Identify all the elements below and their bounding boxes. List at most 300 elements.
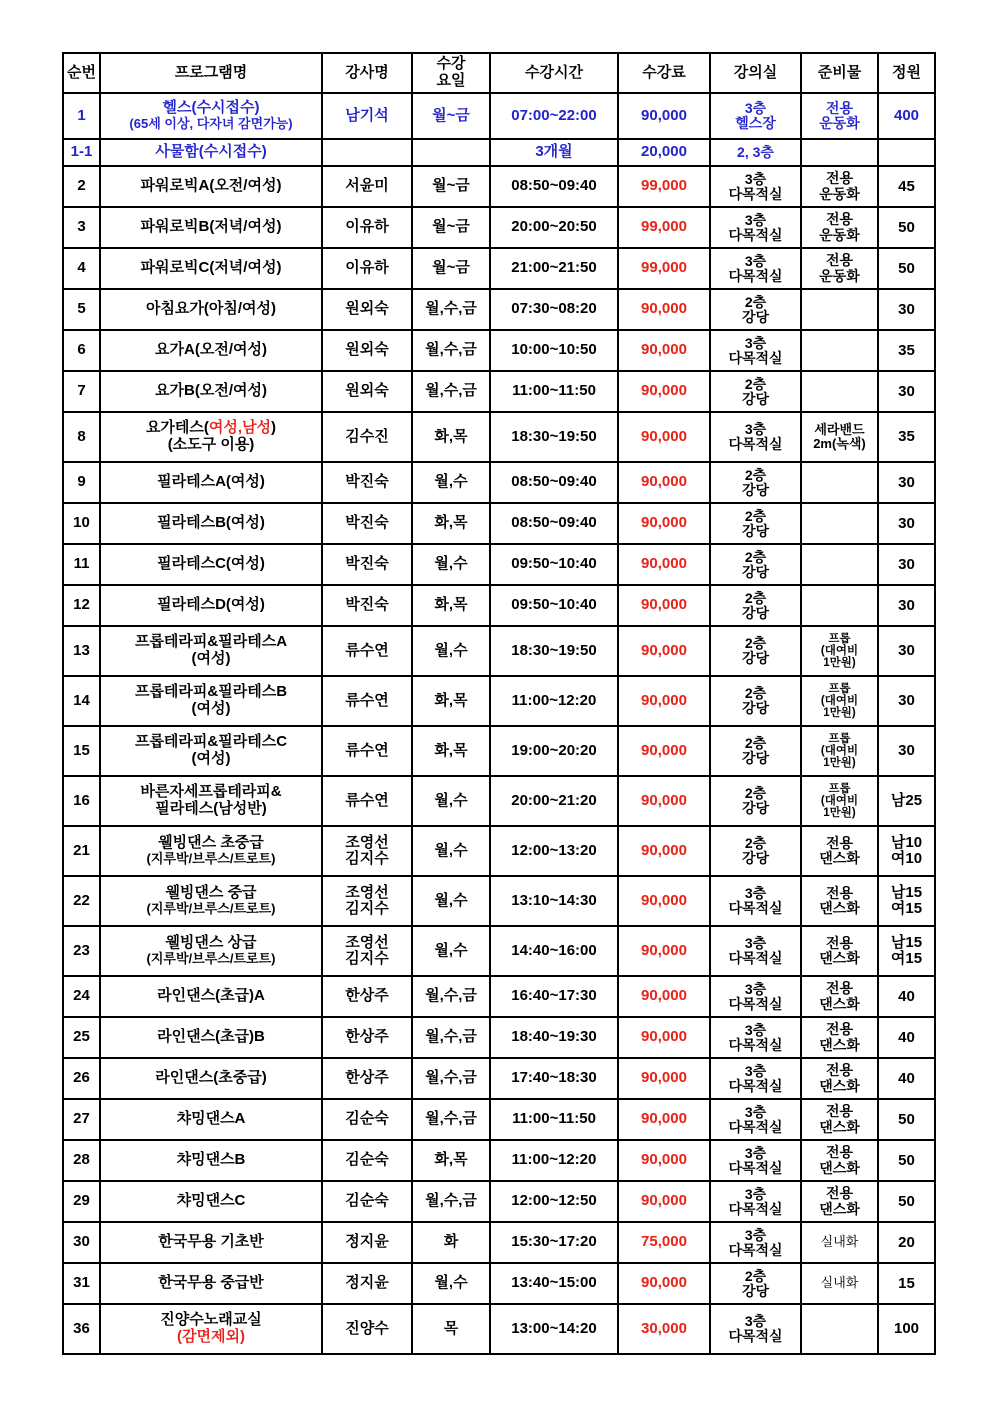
- cell-room: [710, 1263, 801, 1304]
- cell-days: [412, 503, 490, 544]
- class-fee: 90,000: [641, 1192, 687, 1210]
- cell-instructor: [322, 166, 412, 207]
- cell-program: [100, 1263, 322, 1304]
- cell-days: [412, 330, 490, 371]
- table-row: [63, 289, 935, 330]
- class-fee: 99,000: [641, 218, 687, 236]
- cell-instructor: [322, 1017, 412, 1058]
- cell-fee: [618, 585, 710, 626]
- cell-days: [412, 1140, 490, 1181]
- capacity-value: 20: [898, 1233, 915, 1251]
- cell-instructor: [322, 412, 412, 462]
- row-number: 6: [77, 341, 86, 359]
- cell-time: [490, 93, 618, 139]
- cell-supplies: [801, 676, 878, 726]
- cell-supplies: [801, 976, 878, 1017]
- col-supplies: [801, 53, 878, 93]
- capacity-value: 30: [898, 473, 915, 491]
- room-name: 다목적실: [728, 1241, 783, 1258]
- capacity-value: 30: [898, 742, 915, 760]
- cell-time: [490, 676, 618, 726]
- class-days: 화,목: [434, 514, 468, 532]
- room-name: 다목적실: [728, 267, 783, 284]
- class-days: 월,수,금: [425, 987, 477, 1005]
- instructor-name: 진양수: [345, 1319, 389, 1337]
- class-days: 목: [443, 1319, 459, 1337]
- cell-days: [412, 412, 490, 462]
- cell-no: [63, 876, 100, 926]
- program-name: 파워로빅B(저녁/여성): [140, 218, 282, 236]
- cell-time: [490, 1099, 618, 1140]
- class-days: 월~금: [432, 259, 470, 277]
- cell-days: [412, 726, 490, 776]
- cell-capacity: [878, 626, 935, 676]
- program-name: (소도구 이용): [167, 436, 255, 453]
- cell-time: [490, 544, 618, 585]
- class-days: 월,수: [434, 555, 468, 573]
- capacity-value: 30: [898, 596, 915, 614]
- supplies-item: (대여비: [820, 794, 859, 807]
- class-time: 11:00~11:50: [512, 1110, 596, 1128]
- cell-days: [412, 926, 490, 976]
- column-label: 순번: [67, 63, 96, 81]
- row-number: 14: [73, 691, 90, 709]
- row-number: 27: [73, 1110, 90, 1128]
- class-time: 13:10~14:30: [511, 891, 597, 909]
- cell-time: [490, 1017, 618, 1058]
- table-row: [63, 826, 935, 876]
- cell-fee: [618, 926, 710, 976]
- class-time: 15:30~17:20: [511, 1233, 597, 1251]
- cell-supplies: [801, 726, 878, 776]
- cell-no: [63, 166, 100, 207]
- program-name: 라인댄스(초급)A: [157, 987, 265, 1005]
- capacity-value: 50: [898, 259, 915, 277]
- capacity-value: 30: [898, 514, 915, 532]
- instructor-name: 박진숙: [345, 473, 389, 491]
- cell-supplies: [801, 626, 878, 676]
- column-label: 준비물: [817, 63, 862, 81]
- supplies-item: 1만원): [823, 707, 856, 720]
- room-name: 강당: [741, 850, 770, 866]
- table-row: [63, 544, 935, 585]
- cell-capacity: [878, 876, 935, 926]
- cell-fee: [618, 1304, 710, 1354]
- table-row: [63, 93, 935, 139]
- capacity-value: 30: [898, 555, 915, 573]
- table-row: [63, 726, 935, 776]
- program-name: 프롭테라피&필라테스B: [134, 683, 288, 701]
- cell-instructor: [322, 1181, 412, 1222]
- cell-fee: [618, 1099, 710, 1140]
- cell-time: [490, 776, 618, 826]
- cell-supplies: [801, 371, 878, 412]
- cell-time: [490, 166, 618, 207]
- cell-time: [490, 1140, 618, 1181]
- program-name: 필라테스A(여성): [157, 473, 265, 491]
- room-name: 3층: [744, 252, 767, 269]
- supplies-item: 전용: [825, 934, 854, 951]
- cell-no: [63, 462, 100, 503]
- class-time: 09:50~10:40: [511, 555, 597, 573]
- cell-fee: [618, 544, 710, 585]
- cell-time: [490, 626, 618, 676]
- cell-capacity: [878, 462, 935, 503]
- program-name: 요가테스(: [145, 419, 209, 437]
- row-number: 28: [73, 1151, 90, 1169]
- cell-supplies: [801, 776, 878, 826]
- room-name: 다목적실: [728, 995, 783, 1012]
- capacity-value: 30: [898, 382, 915, 400]
- cell-room: [710, 726, 801, 776]
- column-label: 강의실: [733, 63, 778, 81]
- supplies-item: 댄스화: [819, 1159, 860, 1176]
- cell-fee: [618, 462, 710, 503]
- cell-room: [710, 1140, 801, 1181]
- supplies-item: 운동화: [819, 226, 860, 243]
- program-name: 필라테스(남성반): [155, 800, 267, 817]
- program-name: 한국무용 기초반: [158, 1233, 264, 1251]
- class-days: 월,수: [434, 791, 468, 809]
- cell-capacity: [878, 93, 935, 139]
- cell-days: [412, 776, 490, 826]
- cell-supplies: [801, 1058, 878, 1099]
- class-time: 13:40~15:00: [511, 1274, 597, 1292]
- supplies-item: 운동화: [819, 115, 860, 131]
- instructor-name: 정지윤: [345, 1233, 389, 1251]
- cell-instructor: [322, 371, 412, 412]
- cell-time: [490, 248, 618, 289]
- class-days: 월,수: [434, 641, 468, 659]
- cell-program: [100, 976, 322, 1017]
- room-name: 3층: [744, 1062, 767, 1079]
- supplies-item: 전용: [825, 834, 854, 851]
- cell-no: [63, 1263, 100, 1304]
- class-fee: 30,000: [641, 1319, 687, 1337]
- cell-fee: [618, 207, 710, 248]
- instructor-name: 류수연: [345, 641, 389, 659]
- instructor-name: 한상주: [345, 987, 389, 1005]
- cell-room: [710, 207, 801, 248]
- cell-program: [100, 371, 322, 412]
- cell-days: [412, 166, 490, 207]
- column-label: 수강: [436, 55, 466, 73]
- cell-no: [63, 1304, 100, 1354]
- table-row: [63, 371, 935, 412]
- class-days: 월~금: [432, 218, 470, 236]
- cell-fee: [618, 826, 710, 876]
- row-number: 2: [77, 177, 86, 195]
- cell-no: [63, 1140, 100, 1181]
- supplies-item: 전용: [825, 211, 854, 228]
- program-name: 파워로빅A(오전/여성): [140, 177, 282, 195]
- cell-capacity: [878, 926, 935, 976]
- supplies-item: 전용: [825, 884, 854, 901]
- cell-supplies: [801, 1140, 878, 1181]
- room-name: 강당: [741, 604, 770, 621]
- cell-instructor: [322, 462, 412, 503]
- class-fee: 90,000: [641, 941, 687, 959]
- cell-supplies: [801, 1304, 878, 1354]
- class-days: 월,수: [434, 891, 468, 909]
- cell-supplies: [801, 412, 878, 462]
- cell-time: [490, 1058, 618, 1099]
- class-fee: 90,000: [641, 300, 687, 318]
- col-fee: [618, 53, 710, 93]
- table-row: [63, 585, 935, 626]
- class-fee: 90,000: [641, 641, 687, 659]
- capacity-value: 남15: [890, 934, 923, 952]
- column-label: 정원: [892, 63, 921, 81]
- column-label: 프로그램명: [174, 63, 248, 81]
- room-name: 3층: [744, 170, 767, 187]
- capacity-value: 100: [893, 1320, 920, 1338]
- cell-time: [490, 876, 618, 926]
- cell-fee: [618, 876, 710, 926]
- header-row: [63, 53, 935, 93]
- col-days: [412, 53, 490, 93]
- room-name: 3층: [744, 980, 767, 997]
- class-fee: 90,000: [641, 987, 687, 1005]
- cell-no: [63, 826, 100, 876]
- program-name: 여성,남성: [208, 419, 272, 437]
- col-room: [710, 53, 801, 93]
- instructor-name: 원외숙: [345, 382, 389, 400]
- class-days: 월,수,금: [425, 1069, 477, 1087]
- cell-capacity: [878, 289, 935, 330]
- cell-time: [490, 139, 618, 166]
- row-number: 4: [77, 259, 86, 277]
- room-name: 다목적실: [728, 950, 783, 966]
- room-name: 3층: [744, 1313, 767, 1330]
- table-body: [63, 93, 935, 1354]
- table-row: [63, 926, 935, 976]
- instructor-name: 한상주: [345, 1069, 389, 1087]
- cell-capacity: [878, 726, 935, 776]
- capacity-value: 30: [898, 300, 915, 318]
- cell-program: [100, 826, 322, 876]
- room-name: 다목적실: [728, 1200, 783, 1217]
- room-name: 3층: [744, 100, 767, 117]
- class-fee: 90,000: [641, 473, 687, 491]
- room-name: 3층: [744, 1103, 767, 1120]
- cell-supplies: [801, 826, 878, 876]
- cell-program: [100, 676, 322, 726]
- column-label: 강사명: [345, 63, 389, 81]
- cell-no: [63, 139, 100, 166]
- cell-capacity: [878, 330, 935, 371]
- class-days: 월,수,금: [425, 341, 477, 359]
- table-row: [63, 1058, 935, 1099]
- supplies-item: 댄스화: [819, 1036, 860, 1053]
- cell-fee: [618, 1181, 710, 1222]
- program-name: (지루박/브루스/트로트): [146, 951, 276, 967]
- room-name: 강당: [741, 522, 770, 539]
- cell-capacity: [878, 412, 935, 462]
- class-days: 월,수,금: [425, 300, 477, 318]
- cell-fee: [618, 93, 710, 139]
- cell-days: [412, 1017, 490, 1058]
- cell-no: [63, 1222, 100, 1263]
- cell-capacity: [878, 248, 935, 289]
- cell-room: [710, 1181, 801, 1222]
- cell-instructor: [322, 1304, 412, 1354]
- capacity-value: 45: [898, 177, 915, 195]
- class-days: 월,수: [434, 941, 468, 959]
- class-fee: 75,000: [641, 1233, 687, 1251]
- cell-supplies: [801, 93, 878, 139]
- program-name: 라인댄스(초급)B: [157, 1028, 265, 1046]
- cell-program: [100, 139, 322, 166]
- class-time: 18:40~19:30: [511, 1028, 597, 1046]
- class-fee: 90,000: [641, 691, 687, 709]
- program-name: (지루박/브루스/트로트): [146, 851, 276, 867]
- room-name: 2, 3층: [737, 144, 774, 161]
- program-name: 챠밍댄스A: [176, 1110, 246, 1128]
- row-number: 7: [77, 382, 86, 400]
- cell-room: [710, 926, 801, 976]
- row-number: 22: [73, 891, 90, 909]
- cell-days: [412, 462, 490, 503]
- cell-days: [412, 1263, 490, 1304]
- col-time: [490, 53, 618, 93]
- class-time: 14:40~16:00: [511, 941, 597, 959]
- cell-time: [490, 976, 618, 1017]
- cell-room: [710, 371, 801, 412]
- cell-capacity: [878, 1099, 935, 1140]
- cell-capacity: [878, 207, 935, 248]
- row-number: 10: [73, 514, 90, 532]
- row-number: 23: [73, 941, 90, 959]
- cell-capacity: [878, 1017, 935, 1058]
- class-time: 20:00~21:20: [511, 791, 597, 809]
- room-name: 다목적실: [728, 1077, 783, 1094]
- room-name: 3층: [744, 885, 767, 902]
- class-days: 월,수: [434, 1274, 468, 1292]
- row-number: 12: [73, 596, 90, 614]
- class-time: 13:00~14:20: [511, 1319, 597, 1337]
- cell-fee: [618, 412, 710, 462]
- class-days: 화,목: [434, 691, 468, 709]
- room-name: 강당: [741, 800, 770, 816]
- cell-days: [412, 139, 490, 166]
- class-fee: 90,000: [641, 514, 687, 532]
- cell-capacity: [878, 1181, 935, 1222]
- cell-fee: [618, 503, 710, 544]
- cell-capacity: [878, 166, 935, 207]
- table-row: [63, 1263, 935, 1304]
- instructor-name: 박진숙: [345, 596, 389, 614]
- cell-instructor: [322, 626, 412, 676]
- cell-room: [710, 289, 801, 330]
- program-name: 웰빙댄스 상급: [165, 934, 257, 952]
- cell-room: [710, 585, 801, 626]
- class-time: 08:50~09:40: [511, 473, 597, 491]
- supplies-item: 댄스화: [819, 1200, 860, 1217]
- capacity-value: 15: [898, 1274, 915, 1292]
- class-fee: 90,000: [641, 1110, 687, 1128]
- cell-fee: [618, 1017, 710, 1058]
- capacity-value: 30: [898, 692, 915, 710]
- class-time: 19:00~20:20: [511, 741, 597, 759]
- cell-supplies: [801, 544, 878, 585]
- row-number: 25: [73, 1028, 90, 1046]
- cell-fee: [618, 248, 710, 289]
- cell-fee: [618, 1140, 710, 1181]
- instructor-name: 원외숙: [345, 300, 389, 318]
- cell-no: [63, 1017, 100, 1058]
- supplies-item: 1만원): [823, 807, 856, 820]
- room-name: 강당: [741, 308, 770, 325]
- class-time: 18:30~19:50: [511, 641, 597, 659]
- cell-fee: [618, 676, 710, 726]
- class-time: 11:00~12:20: [511, 691, 597, 709]
- supplies-item: 실내화: [820, 1275, 859, 1291]
- capacity-value: 40: [898, 987, 915, 1005]
- room-name: 2층: [744, 589, 767, 606]
- program-name: 프롭테라피&필라테스C: [134, 733, 288, 751]
- row-number: 36: [73, 1319, 90, 1337]
- cell-program: [100, 93, 322, 139]
- class-fee: 90,000: [641, 741, 687, 759]
- cell-fee: [618, 139, 710, 166]
- col-instructor: [322, 53, 412, 93]
- cell-supplies: [801, 166, 878, 207]
- class-fee: 90,000: [641, 841, 687, 859]
- table-row: [63, 676, 935, 726]
- class-days: 화,목: [434, 1151, 468, 1169]
- class-time: 12:00~12:50: [511, 1192, 597, 1210]
- supplies-item: 전용: [825, 1021, 854, 1038]
- cell-program: [100, 412, 322, 462]
- cell-supplies: [801, 1263, 878, 1304]
- instructor-name: 김지수: [345, 850, 389, 867]
- cell-room: [710, 248, 801, 289]
- cell-instructor: [322, 585, 412, 626]
- room-name: 2층: [744, 548, 767, 565]
- table-row: [63, 503, 935, 544]
- program-name: (여성): [191, 750, 231, 767]
- program-name: 웰빙댄스 중급: [165, 884, 257, 902]
- cell-program: [100, 876, 322, 926]
- instructor-name: 한상주: [345, 1028, 389, 1046]
- cell-instructor: [322, 139, 412, 166]
- cell-program: [100, 207, 322, 248]
- room-name: 2층: [744, 735, 767, 752]
- row-number: 13: [73, 641, 90, 659]
- cell-supplies: [801, 585, 878, 626]
- program-name: 한국무용 중급반: [158, 1274, 264, 1292]
- cell-time: [490, 289, 618, 330]
- room-name: 2층: [744, 1267, 767, 1284]
- cell-fee: [618, 1263, 710, 1304]
- supplies-item: 1만원): [823, 757, 856, 770]
- supplies-item: 전용: [825, 252, 854, 269]
- column-label: 수강시간: [525, 63, 583, 81]
- table-row: [63, 1017, 935, 1058]
- capacity-value: 30: [898, 642, 915, 660]
- cell-program: [100, 1181, 322, 1222]
- cell-time: [490, 926, 618, 976]
- cell-supplies: [801, 1181, 878, 1222]
- supplies-item: 운동화: [819, 267, 860, 284]
- class-fee: 90,000: [641, 1151, 687, 1169]
- table-row: [63, 207, 935, 248]
- cell-room: [710, 876, 801, 926]
- class-days: 월,수: [434, 473, 468, 491]
- table-row: [63, 626, 935, 676]
- instructor-name: 김지수: [345, 900, 389, 917]
